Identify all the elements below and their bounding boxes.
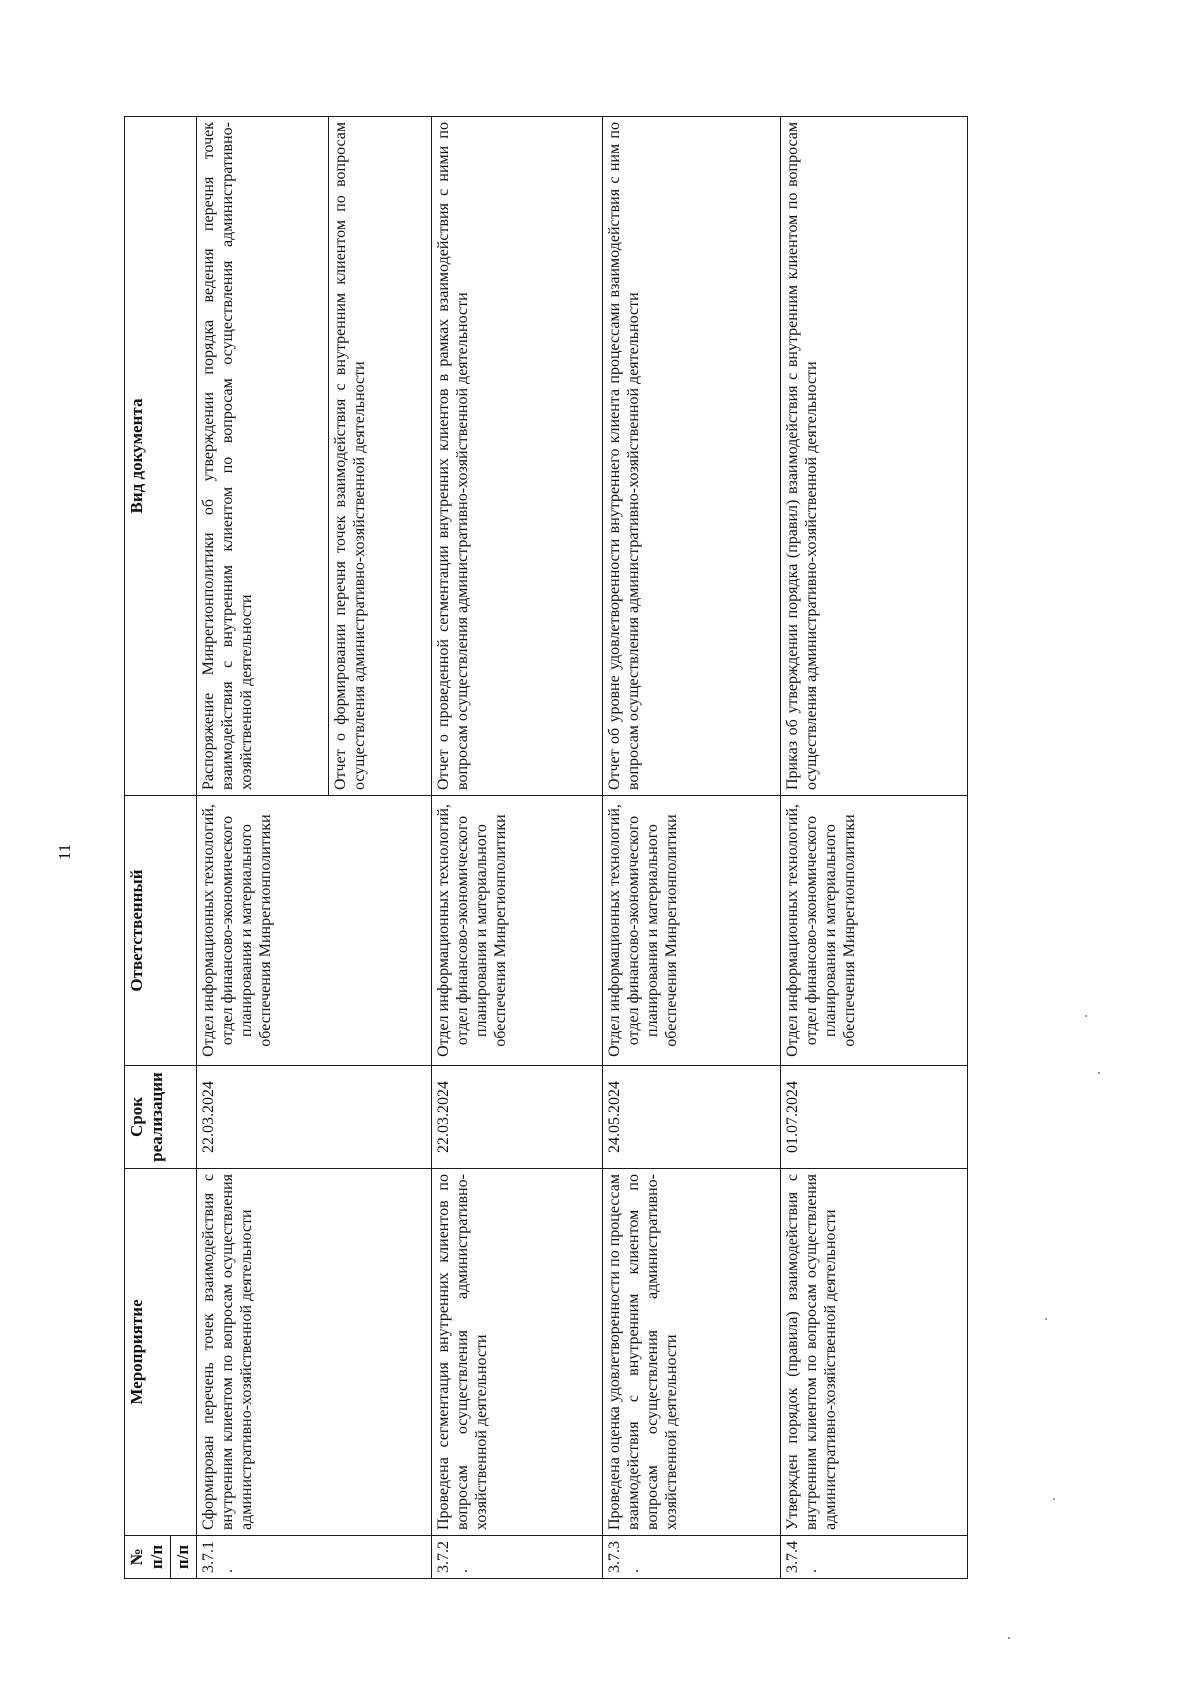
page-number: 11 [55, 843, 74, 861]
table-row [602, 117, 780, 1579]
row-responsible: Отдел информационных технологий, отдел финансово-экономического планирования и материального обеспечения Минрегионполитики [602, 796, 780, 1066]
row-doc-type [196, 117, 431, 796]
header-deadline: Срок реализации [125, 1066, 197, 1169]
row-event: Проведена оценка удовлетворенности по процессам взаимодействия с внутренним клиентом по вопросам осуществления административно-хозяйственной деятельности [602, 1169, 780, 1536]
row-doc-type: Приказ об утверждении порядка (правил) взаимодействия с внутренним клиентом по вопросам осуществления административно-хозяйственной деятельности [780, 117, 967, 796]
row-deadline: 01.07.2024 [780, 1066, 967, 1169]
header-num: № п/п [125, 1536, 171, 1579]
row-responsible: Отдел информационных технологий, отдел финансово-экономического планирования и материального обеспечения Минрегионполитики [196, 796, 431, 1066]
row-number: 3.7.1. [196, 1536, 431, 1579]
header-num-sub: п/п [170, 1536, 196, 1579]
scan-speck [1053, 1498, 1055, 1500]
scan-speck [1008, 1637, 1010, 1639]
header-doc-type: Вид документа [125, 117, 197, 796]
row-event: Проведена сегментация внутренних клиентов по вопросам осуществления административно-хозяйственной деятельности [431, 1169, 602, 1536]
scan-speck [1045, 1318, 1047, 1320]
row-doc-type-first: Распоряжение Минрегионполитики об утверждении порядка ведения перечня точек взаимодействия с внутренним клиентом по вопросам осуществления административно-хозяйственной деятельности [199, 122, 256, 790]
row-event: Утвержден порядок (правила) взаимодействия с внутренним клиентом по вопросам осуществления административно-хозяйственной деятельности [780, 1169, 967, 1536]
row-deadline: 22.03.2024 [196, 1066, 431, 1169]
row-deadline: 22.03.2024 [431, 1066, 602, 1169]
row-number: 3.7.2. [431, 1536, 602, 1579]
row-number: 3.7.3. [602, 1536, 780, 1579]
header-event: Мероприятие [125, 1169, 197, 1536]
scan-speck [1098, 1072, 1100, 1074]
row-doc-type: Отчет о проведенной сегментации внутренних клиентов в рамках взаимодействия с ними по вопросам осуществления административно-хозяйственной деятельности [431, 117, 602, 796]
row-doc-type-second: Отчет о формировании перечня точек взаимодействия с внутренним клиентом по вопросам осуществления административно-хозяйственной деятельности [328, 117, 371, 795]
row-responsible: Отдел информационных технологий, отдел финансово-экономического планирования и материального обеспечения Минрегионполитики [780, 796, 967, 1066]
rotated-table-wrapper [124, 117, 968, 1579]
scan-speck [1085, 1015, 1087, 1017]
table-row [780, 117, 967, 1579]
row-deadline: 24.05.2024 [602, 1066, 780, 1169]
row-event: Сформирован перечень точек взаимодействия с внутренним клиентом по вопросам осуществления административно-хозяйственной деятельности [196, 1169, 431, 1536]
table-row [431, 117, 602, 1579]
row-doc-type: Отчет об уровне удовлетворенности внутреннего клиента процессами взаимодействия с ним по вопросам осуществления административно-хозяйственной деятельности [602, 117, 780, 796]
row-number: 3.7.4. [780, 1536, 967, 1579]
row-responsible: Отдел информационных технологий, отдел финансово-экономического планирования и материального обеспечения Минрегионполитики [431, 796, 602, 1066]
table-row [196, 117, 431, 1579]
events-table [124, 116, 968, 1579]
header-responsible: Ответственный [125, 796, 197, 1066]
